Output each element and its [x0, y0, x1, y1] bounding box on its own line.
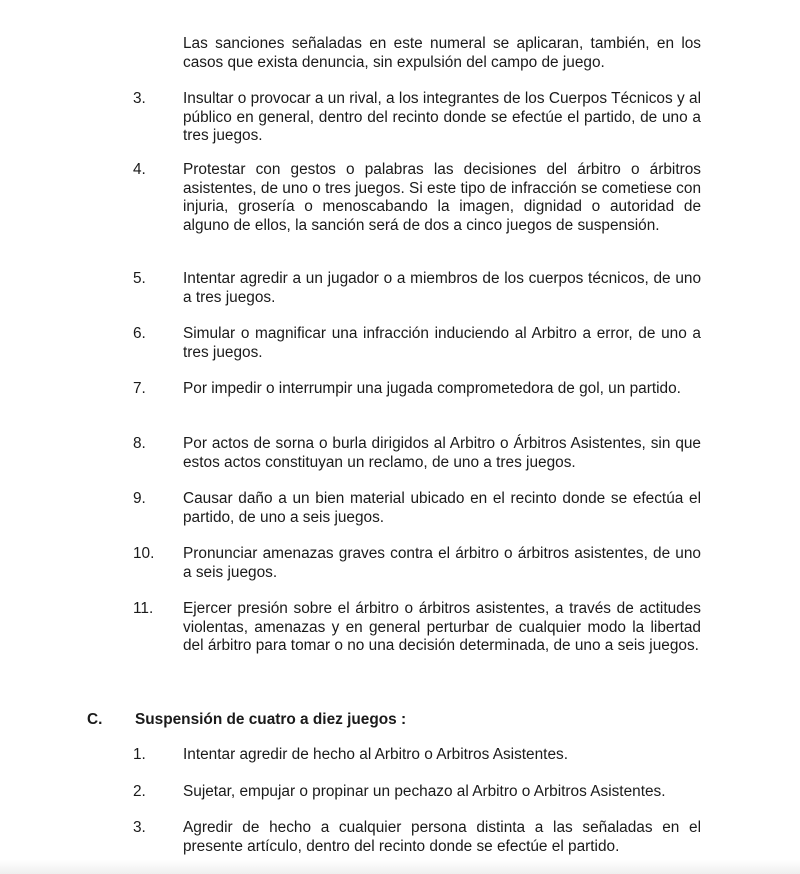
item-text: Sujetar, empujar o propinar un pechazo al Arbitro o Arbitros Asistentes. [183, 783, 666, 800]
item-number: 10. [133, 545, 155, 562]
item-number: 2. [133, 783, 146, 800]
item-text: Causar daño a un bien material ubicado en el recinto donde se efectúa el partido, de uno a seis juegos. [183, 490, 701, 526]
item-number: 9. [133, 490, 146, 507]
item-text: Por impedir o interrumpir una jugada comprometedora de gol, un partido. [183, 380, 681, 397]
section-title: Suspensión de cuatro a diez juegos : [135, 711, 407, 728]
item-number: 6. [133, 325, 146, 342]
item-text: Agredir de hecho a cualquier persona distinta a las señaladas en el presente artículo, dentro del recinto donde se efectúe el partido. [183, 819, 701, 855]
page-bottom-shade [0, 860, 800, 874]
item-text: Intentar agredir a un jugador o a miembros de los cuerpos técnicos, de uno a tres juegos. [183, 270, 701, 306]
item-number: 1. [133, 746, 146, 763]
item-number: 4. [133, 161, 146, 178]
intro-paragraph: Las sanciones señaladas en este numeral se aplicaran, también, en los casos que exista denuncia, sin expulsión del campo de juego. [183, 35, 701, 71]
item-number: 3. [133, 90, 146, 107]
item-text: Pronunciar amenazas graves contra el árbitro o árbitros asistentes, de uno a seis juegos. [183, 545, 701, 581]
item-number: 5. [133, 270, 146, 287]
item-number: 3. [133, 819, 146, 836]
item-number: 7. [133, 380, 146, 397]
section-letter: C. [87, 711, 103, 728]
item-text: Intentar agredir de hecho al Arbitro o Arbitros Asistentes. [183, 746, 568, 763]
item-number: 8. [133, 435, 146, 452]
item-text: Ejercer presión sobre el árbitro o árbitros asistentes, a través de actitudes violentas, amenazas y en general perturbar de cualquier modo la libertad del árbitro para tomar o no una decisión determinada, de uno a seis juegos. [183, 600, 701, 655]
item-text: Insultar o provocar a un rival, a los integrantes de los Cuerpos Técnicos y al público en general, dentro del recinto donde se efectúe el partido, de uno a tres juegos. [183, 90, 701, 145]
item-text: Simular o magnificar una infracción induciendo al Arbitro a error, de uno a tres juegos. [183, 325, 701, 361]
item-number: 11. [133, 600, 154, 617]
item-text: Protestar con gestos o palabras las decisiones del árbitro o árbitros asistentes, de uno o tres juegos. Si este tipo de infracción se cometiese con injuria, grosería o menoscabando la imagen, dignidad o autoridad de alguno de ellos, la sanción será de dos a cinco juegos de suspensión. [183, 161, 701, 234]
item-text: Por actos de sorna o burla dirigidos al Arbitro o Árbitros Asistentes, sin que estos actos constituyan un reclamo, de uno a tres juegos. [183, 435, 701, 471]
